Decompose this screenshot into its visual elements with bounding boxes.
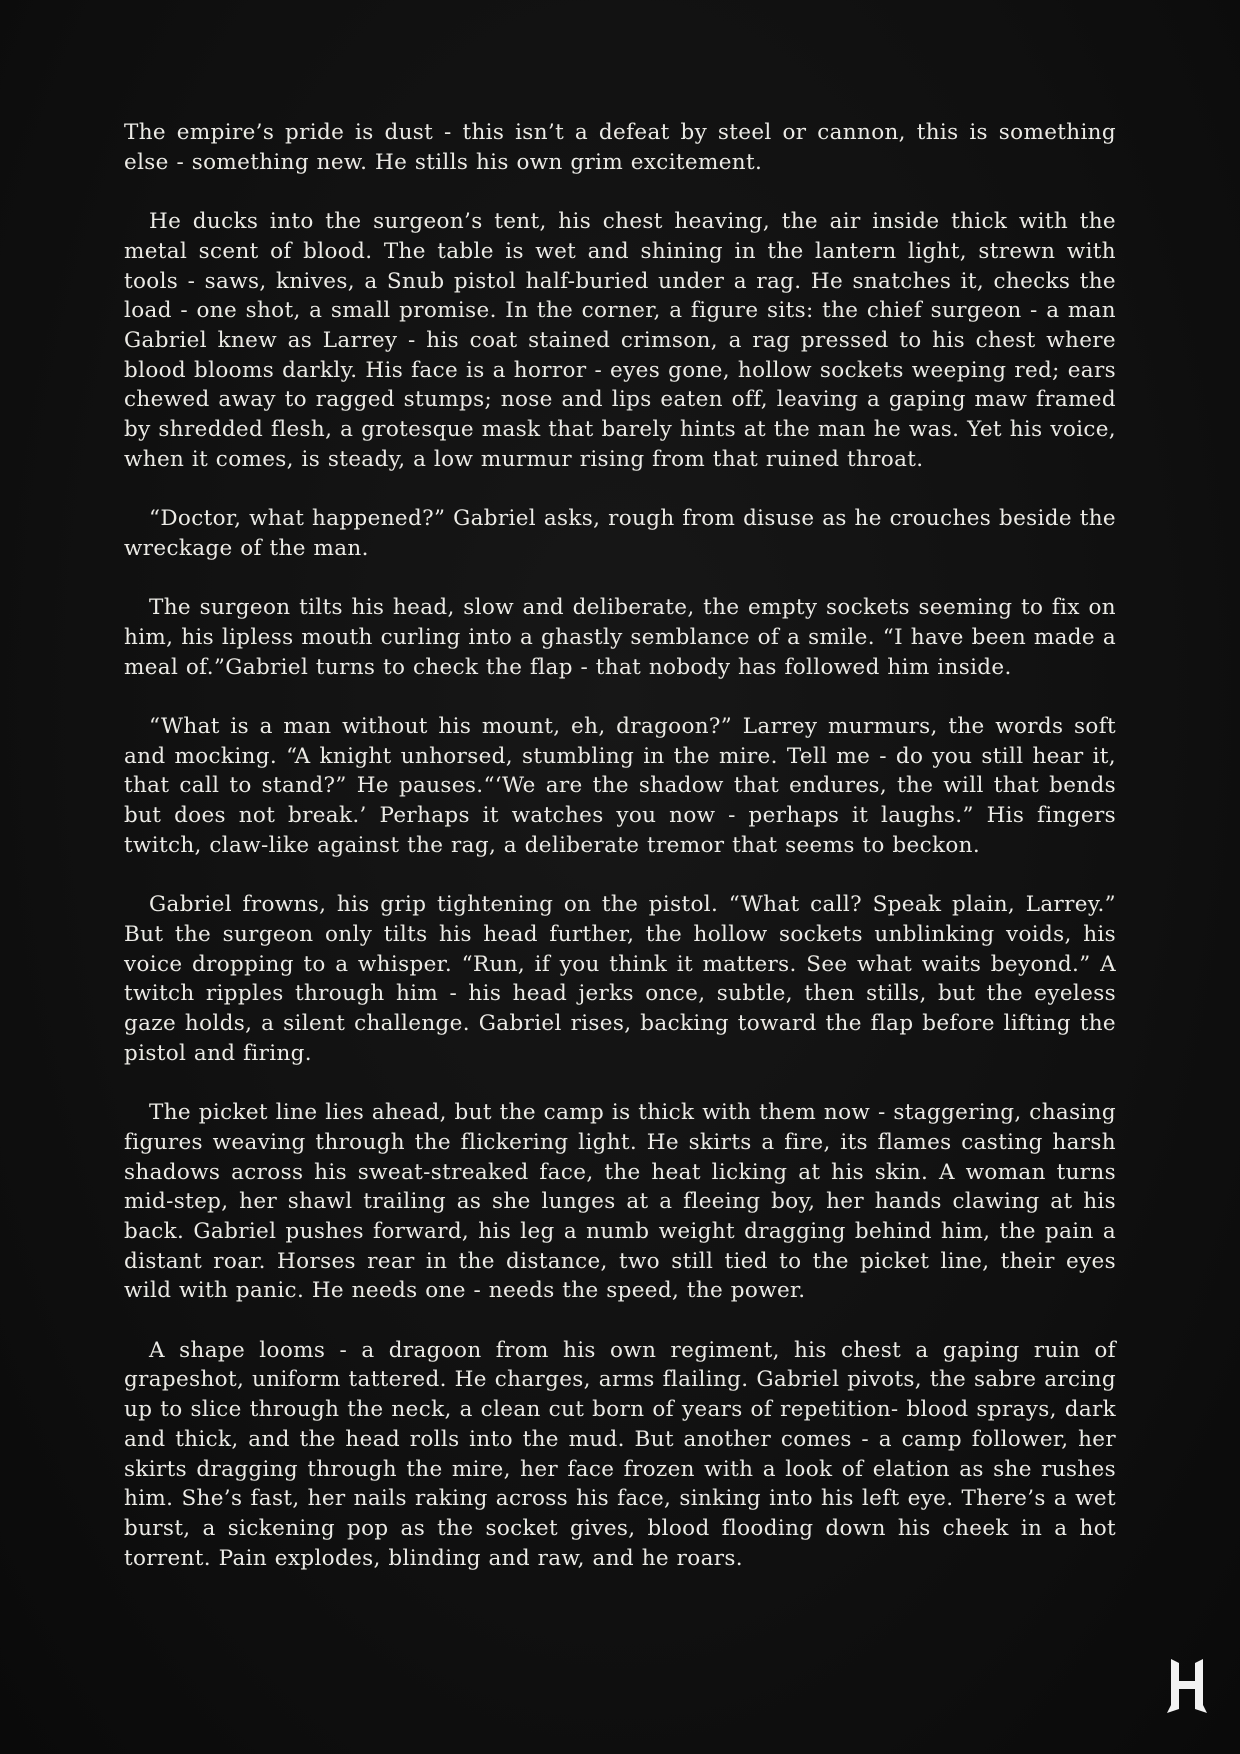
paragraph-1: The empire’s pride is dust - this isn’t a defeat by steel or cannon, this is something else - something new. He stills his own grim excitement. [124,120,1116,175]
paragraph-8: A shape looms - a dragoon from his own regiment, his chest a gaping ruin of grapeshot, uniform tattered. He charges, arms flailing. Gabriel pivots, the sabre arcing up to slice through the neck, a clean cut born of years of repetition- blood sprays, dark and thick, and the head rolls into the mud. But another comes - a camp follower, her skirts dragging through the mire, her face frozen with a look of elation as she rushes him. She’s fast, her nails raking across his face, sinking into his left eye. There’s a wet burst, a sickening pop as the socket gives, blood flooding down his cheek in a hot torrent. Pain explodes, blinding and raw, and he roars. [124,1337,1116,1571]
paragraph-5: “What is a man without his mount, eh, dragoon?” Larrey murmurs, the words soft and mocking. “A knight unhorsed, stumbling in the mire. Tell me - do you still hear it, that call to stand?” He pauses.“‘We are the shadow that endures, the will that bends but does not break.’ Perhaps it watches you now - perhaps it laughs.” His fingers twitch, claw-like against the rag, a deliberate tremor that seems to beckon. [124,714,1116,858]
story-text [124,118,1116,1603]
paragraph-7: The picket line lies ahead, but the camp is thick with them now - staggering, chasing figures weaving through the flickering light. He skirts a fire, its flames casting harsh shadows across his sweat-streaked face, the heat licking at his skin. A woman turns mid-step, her shawl trailing as she lunges at a fleeing boy, her hands clawing at his back. Gabriel pushes forward, his leg a numb weight dragging behind him, the pain a distant roar. Horses rear in the distance, two still tied to the picket line, their eyes wild with panic. He needs one - needs the speed, the power. [124,1100,1116,1304]
paragraph-3: “Doctor, what happened?” Gabriel asks, rough from disuse as he crouches beside the wreckage of the man. [124,506,1116,561]
paragraph-6: Gabriel frowns, his grip tightening on the pistol. “What call? Speak plain, Larrey.” But the surgeon only tilts his head further, the hollow sockets unblinking voids, his voice dropping to a whisper. “Run, if you think it matters. See what waits beyond.” A twitch ripples through him - his head jerks once, subtle, then stills, but the eyeless gaze holds, a silent challenge. Gabriel rises, backing toward the flap before lifting the pistol and firing. [124,892,1116,1066]
h-logo-icon [1167,1657,1207,1715]
paragraph-2: He ducks into the surgeon’s tent, his chest heaving, the air inside thick with the metal scent of blood. The table is wet and shining in the lantern light, strewn with tools - saws, knives, a Snub pistol half-buried under a rag. He snatches it, checks the load - one shot, a small promise. In the corner, a figure sits: the chief surgeon - a man Gabriel knew as Larrey - his coat stained crimson, a rag pressed to his chest where blood blooms darkly. His face is a horror - eyes gone, hollow sockets weeping red; ears chewed away to ragged stumps; nose and lips eaten off, leaving a gaping maw framed by shredded flesh, a grotesque mask that barely hints at the man he was. Yet his voice, when it comes, is steady, a low murmur rising from that ruined throat. [124,209,1116,472]
paragraph-4: The surgeon tilts his head, slow and deliberate, the empty sockets seeming to fix on him, his lipless mouth curling into a ghastly semblance of a smile. “I have been made a meal of.”Gabriel turns to check the flap - that nobody has followed him inside. [124,595,1116,680]
